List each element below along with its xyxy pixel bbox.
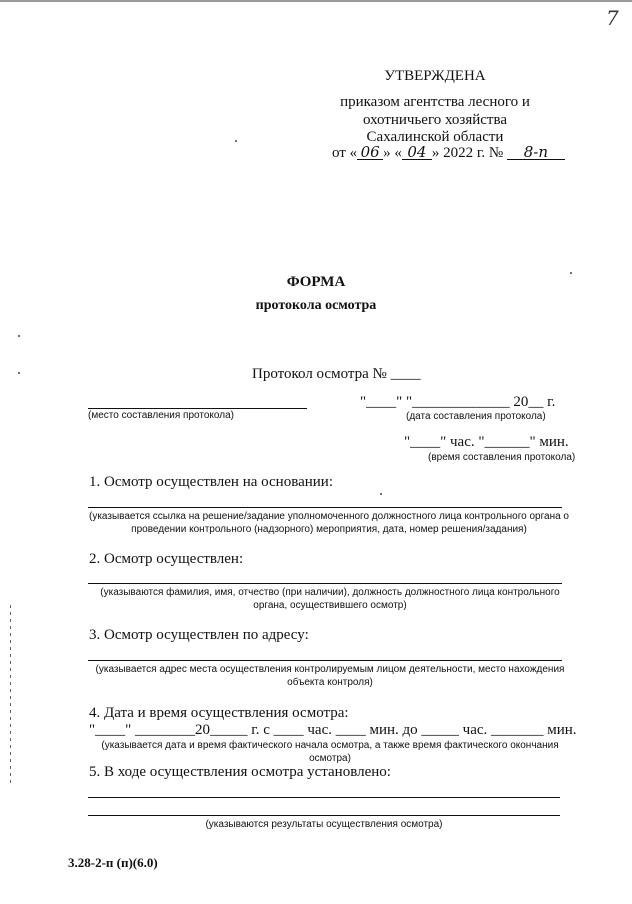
approval-date-line — [332, 145, 565, 162]
form-subtitle: протокола осмотра — [255, 298, 377, 313]
section-4-datetime-line: "____" ________20_____ г. с ____ час. ____ мин. до _____ час. _______ мин. — [89, 722, 577, 738]
section-3-caption: (указывается адрес места осуществления контролируемым лицом деятельности, место нахождения объекта контроля) — [95, 664, 565, 688]
page-number: 7 — [606, 6, 619, 30]
scan-speck — [18, 372, 20, 374]
section-2-line — [88, 583, 562, 584]
binding-edge-mark — [10, 605, 11, 785]
section-5-line-2 — [88, 815, 560, 816]
section-5-line-1 — [88, 797, 560, 798]
place-line — [88, 408, 307, 409]
section-2-caption: (указываются фамилия, имя, отчество (при наличии), должность должностного лица контрольного органа, осуществившего осмотр) — [100, 587, 560, 611]
section-3-line — [88, 660, 562, 661]
approval-year-text: » 2022 г. № — [431, 145, 504, 161]
scan-speck — [235, 140, 237, 142]
form-title: ФОРМА — [286, 274, 346, 290]
approval-line-1: приказом агентства лесного и — [340, 94, 530, 110]
section-4-caption: (указывается дата и время фактического начала осмотра, а также время фактического окончания осмотра) — [101, 740, 559, 764]
approval-line-3: Сахалинской области — [366, 129, 504, 145]
footer-code: 3.28-2-п (п)(6.0) — [68, 855, 158, 870]
protocol-heading: Протокол осмотра № ____ — [252, 366, 421, 382]
date-caption: (дата составления протокола) — [406, 411, 546, 422]
approval-line-2: охотничьего хозяйства — [362, 112, 508, 128]
scan-speck — [380, 493, 382, 495]
approval-day: 06 — [357, 145, 383, 160]
scan-speck — [18, 335, 20, 337]
section-1-line — [88, 507, 562, 508]
approval-date-mid: » « — [383, 145, 402, 161]
section-5-title: 5. В ходе осуществления осмотра установлено: — [89, 764, 391, 780]
approval-month: 04 — [402, 145, 432, 160]
section-1-caption: (указывается ссылка на решение/задание уполномоченного должностного лица контрольного органа о проведении контрольного (надзорного) мероприятия, дата, номер решения/задания) — [89, 511, 569, 535]
date-line: "____" "_____________ 20__ г. — [360, 394, 556, 410]
scan-top-edge — [0, 0, 632, 2]
section-4-title: 4. Дата и время осуществления осмотра: — [89, 705, 349, 721]
place-caption: (место составления протокола) — [88, 410, 234, 421]
section-3-title: 3. Осмотр осуществлен по адресу: — [89, 627, 309, 643]
approval-title: УТВЕРЖДЕНА — [384, 68, 486, 84]
time-line: "____" час. "______" мин. — [404, 434, 569, 450]
approval-date-prefix: от « — [332, 145, 358, 161]
approval-number: 8-п — [507, 145, 565, 160]
time-caption: (время составления протокола) — [428, 452, 576, 463]
section-1-title: 1. Осмотр осуществлен на основании: — [89, 474, 333, 490]
section-5-caption: (указываются результаты осуществления осмотра) — [205, 819, 443, 830]
section-2-title: 2. Осмотр осуществлен: — [89, 551, 244, 567]
